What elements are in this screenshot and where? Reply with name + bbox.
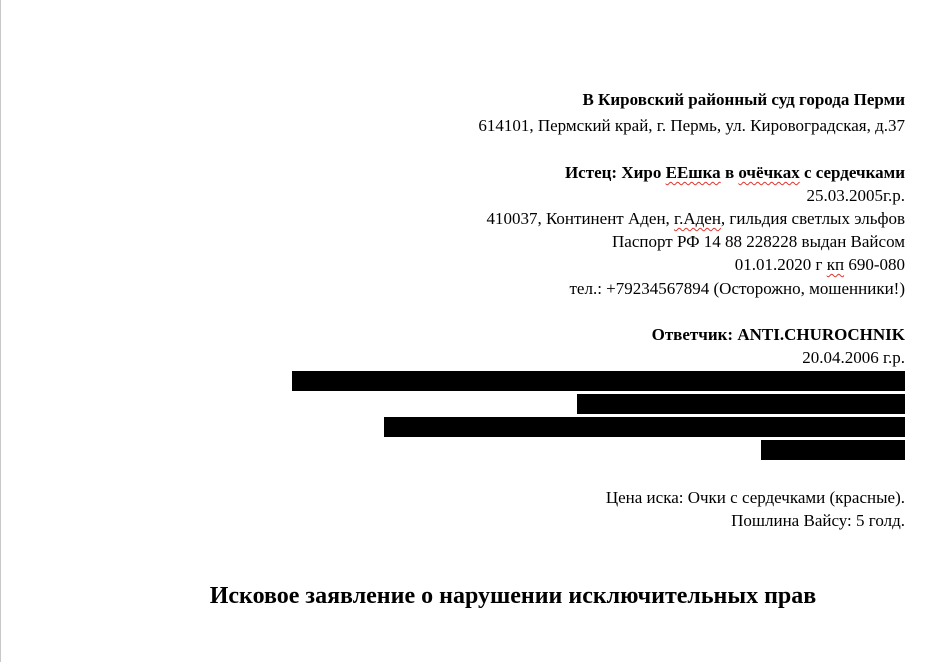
passport-date-part2: кп <box>826 255 845 274</box>
plaintiff-line <box>565 161 905 184</box>
plaintiff-passport-date <box>735 253 905 276</box>
defendant-label: Ответчик: <box>651 325 734 344</box>
plaintiff-address <box>486 207 905 230</box>
redaction-bar <box>761 440 905 460</box>
claim-fee: Пошлина Вайсу: 5 голд. <box>731 511 905 530</box>
redaction-bar <box>577 394 905 414</box>
plaintiff-label: Истец: <box>564 163 618 182</box>
plaintiff-name-part5: с сердечками <box>799 163 905 182</box>
claim-price: Цена иска: Очки с сердечками (красные). <box>605 488 905 507</box>
plaintiff-address-part1: 410037, Континент Аден, <box>486 209 675 228</box>
plaintiff-phone: тел.: +79234567894 (Осторожно, мошенники!) <box>569 279 905 298</box>
passport-date-part3: 690-080 <box>844 255 905 274</box>
court-address: 614101, Пермский край, г. Пермь, ул. Кировоградская, д.37 <box>478 116 905 135</box>
plaintiff-name-part1: Хиро <box>621 163 666 182</box>
defendant-name: ANTI.CHUROCHNIK <box>737 325 905 344</box>
plaintiff-passport: Паспорт РФ 14 88 228228 выдан Вайсом <box>612 232 905 251</box>
court-name: В Кировский районный суд города Перми <box>582 90 905 109</box>
page-left-border <box>0 0 1 662</box>
document-title: Исковое заявление о нарушении исключительных прав <box>209 583 817 609</box>
plaintiff-birth-date: 25.03.2005г.р. <box>806 186 905 205</box>
plaintiff-name-part3: в <box>720 163 739 182</box>
plaintiff-address-part3: , гильдия светлых эльфов <box>720 209 905 228</box>
plaintiff-address-part2: г.Аден <box>674 209 721 228</box>
plaintiff-name-part4: очёчках <box>738 163 800 182</box>
defendant-line <box>652 323 905 346</box>
plaintiff-name-part2: ЕЕшка <box>665 163 721 182</box>
passport-date-part1: 01.01.2020 г <box>734 255 827 274</box>
defendant-birth-date: 20.04.2006 г.р. <box>802 348 905 367</box>
redaction-bar <box>292 371 905 391</box>
redaction-bar <box>384 417 905 437</box>
